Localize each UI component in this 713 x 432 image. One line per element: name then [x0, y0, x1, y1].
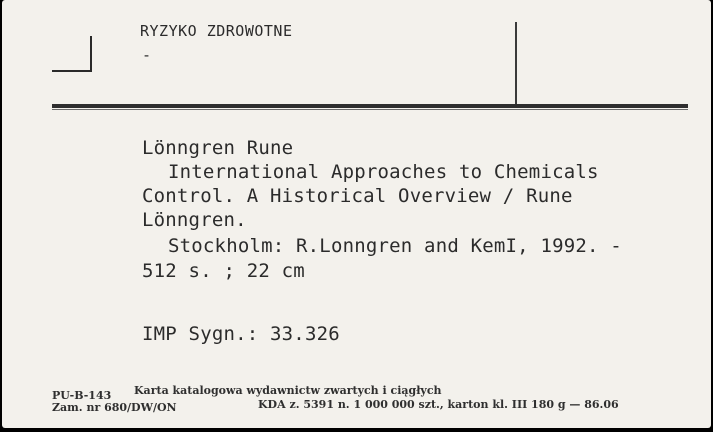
extent-line: 512 s. ; 22 cm [142, 260, 305, 282]
subject-subheading: - [142, 46, 152, 64]
footer-order-number: Zam. nr 680/DW/ON [52, 401, 177, 414]
corner-mark-horizontal [52, 70, 92, 72]
catalog-card [2, 0, 711, 428]
call-number: IMP Sygn.: 33.326 [142, 323, 340, 345]
corner-mark-vertical [90, 36, 92, 72]
footer-form-title: Karta katalogowa wydawnictw zwartych i ciągłych [134, 384, 442, 397]
footer-form-code: PU-B-143 [52, 389, 112, 402]
author-line: Lönngren Rune [142, 137, 294, 159]
title-line-3: Lönngren. [142, 209, 247, 231]
title-line-1: International Approaches to Chemicals [168, 161, 599, 183]
publication-line: Stockholm: R.Lonngren and KemI, 1992. - [168, 235, 622, 257]
heading-rule-thin [52, 109, 688, 110]
heading-rule-thick [52, 104, 688, 108]
heading-divider [515, 22, 517, 106]
footer-print-info: KDA z. 5391 n. 1 000 000 szt., karton kl. III 180 g — 86.06 [258, 398, 619, 411]
title-line-2: Control. A Historical Overview / Rune [142, 185, 573, 207]
subject-heading: RYZYKO ZDROWOTNE [140, 22, 293, 40]
